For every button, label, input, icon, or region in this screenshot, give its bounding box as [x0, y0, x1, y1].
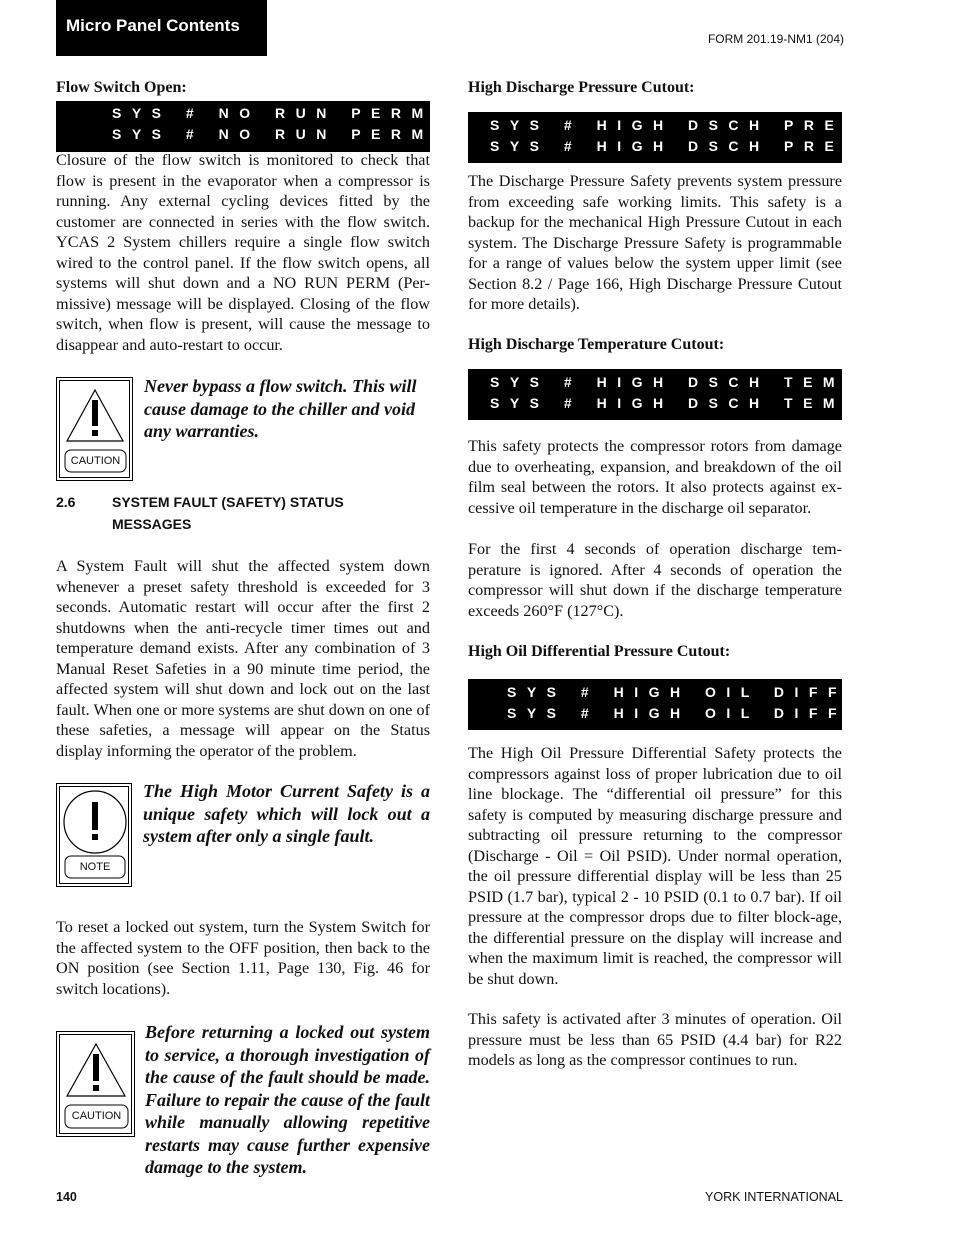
note-text: The High Motor Current Safety is a unique safety which will lock out a system after only a single fault. [143, 781, 430, 846]
caution-label: CAUTION [70, 455, 121, 467]
dsch-temp-body1: This safety protects the compressor rotors from damage due to overheating, expansion, and breakdown of the oil film seal between the rotors. It also protects against ex-cessive oil temperature in the discharge oil separator. [468, 437, 842, 517]
display-line: SYS # NO RUN PERM [112, 105, 434, 121]
company-name: YORK INTERNATIONAL [705, 1190, 843, 1204]
caution-label: CAUTION [71, 1110, 122, 1122]
form-number: FORM 201.19-NM1 (204) [707, 32, 844, 46]
oil-diff-display [468, 679, 848, 730]
reset-body: To reset a locked out system, turn the System Switch for the affected system to the OFF position, then back to the ON position (see Section 1.11, Page 130, Fig. 46 for switch locations). [56, 918, 430, 998]
dsch-pres-body: The Discharge Pressure Safety prevents system pressure from exceeding safe working limits. This safety is a backup for the mechanical High Pressure Cutout in each system. The Discharge Pressure Safety is programmable for a range of values below the system upper limit (see Section 8.2 / Page 166, High Discharge Pressure Cutout for more details). [468, 172, 842, 313]
warning-triangle-icon [57, 1032, 136, 1138]
display-line: SYS # NO RUN PERM [112, 125, 434, 142]
section-title-line1: SYSTEM FAULT (SAFETY) STATUS [112, 494, 344, 510]
section-title-line2: MESSAGES [112, 516, 192, 532]
section-tab: Micro Panel Contents [56, 0, 267, 56]
dsch-temp-body2: For the first 4 seconds of operation discharge tem-perature is ignored. After 4 seconds of operation the compressor will shut down if the discharge temperature exceeds 260°F (127°C). [468, 540, 842, 620]
caution-text: Before returning a locked out system to service, a thorough investigation of the cause of the fault should be made. Failure to repair the cause of the fault while manually allowing repetitive restarts may cause further expensive damage to the system. [145, 1022, 430, 1177]
display-line: SYS # HIGH DSCH TEMP [490, 374, 865, 390]
display-line: SYS # HIGH OIL DIFF [507, 704, 848, 721]
dsch-pres-heading: High Discharge Pressure Cutout: [468, 79, 695, 96]
display-line: SYS # HIGH DSCH PRES [490, 137, 865, 154]
page-number: 140 [56, 1190, 77, 1204]
section-number: 2.6 [56, 494, 76, 510]
system-fault-body: A System Fault will shut the affected system down whenever a preset safety threshold is exceeded for 3 seconds. Automatic restart will occur after the first 2 shutdowns when the anti-recycle timer times out and temperature demand exists. After any combination of 3 Manual Reset Safeties in a 90 minute time period, the affected system will shut down and lock out on the last fault. When one or more systems are shut down on one of these safeties, a message will appear on the Status display informing the operator of the problem. [56, 557, 430, 760]
caution-box [56, 1031, 135, 1137]
dsch-temp-display [468, 369, 865, 420]
oil-diff-body2: This safety is activated after 3 minutes of operation. Oil pressure must be less than 65 PSID (4.4 bar) for R22 models as long as the compressor continues to run. [468, 1010, 842, 1069]
flow-switch-display [56, 101, 434, 152]
dsch-temp-heading: High Discharge Temperature Cutout: [468, 336, 725, 353]
dsch-pres-display [468, 112, 865, 163]
note-box [56, 783, 132, 887]
note-label: NOTE [79, 861, 111, 873]
flow-switch-body: Closure of the flow switch is monitored to check that flow is present in the evaporator when a compressor is running. Any external cycling devices fitted by the customer are connected in series with the flow switch. YCAS 2 System chillers require a single flow switch wired to the control panel. If the flow switch opens, all systems will shut down and a NO RUN PERM (Per-missive) message will be displayed. Closing of the flow switch, when flow is present, will cause the message to disappear and auto-restart to occur. [56, 151, 430, 354]
display-line: SYS # HIGH DSCH PRES [490, 117, 865, 133]
oil-diff-body1: The High Oil Pressure Differential Safety protects the compressors against loss of proper lubrication due to oil line blockage. The “differential oil pressure” for this safety is computed by measuring discharge pressure and subtracting oil pressure returning to the compressor (Discharge - Oil = Oil PSID). Under normal operation, the oil pressure differential display will be less than 25 PSID (1.7 bar), typical 2 - 10 PSID (0.1 to 0.7 bar). If oil pressure at the compressor drops due to filter block-age, the differential pressure on the display will increase and when the maximum limit is reached, the compressor will be shut down. [468, 744, 842, 988]
caution-text: Never bypass a flow switch. This will cause damage to the chiller and void any warranties. [144, 376, 417, 441]
oil-diff-heading: High Oil Differential Pressure Cutout: [468, 643, 731, 660]
caution-box [56, 377, 133, 481]
flow-switch-heading: Flow Switch Open: [56, 79, 187, 96]
display-line: SYS # HIGH OIL DIFF [507, 684, 848, 700]
display-line: SYS # HIGH DSCH TEMP [490, 394, 865, 411]
